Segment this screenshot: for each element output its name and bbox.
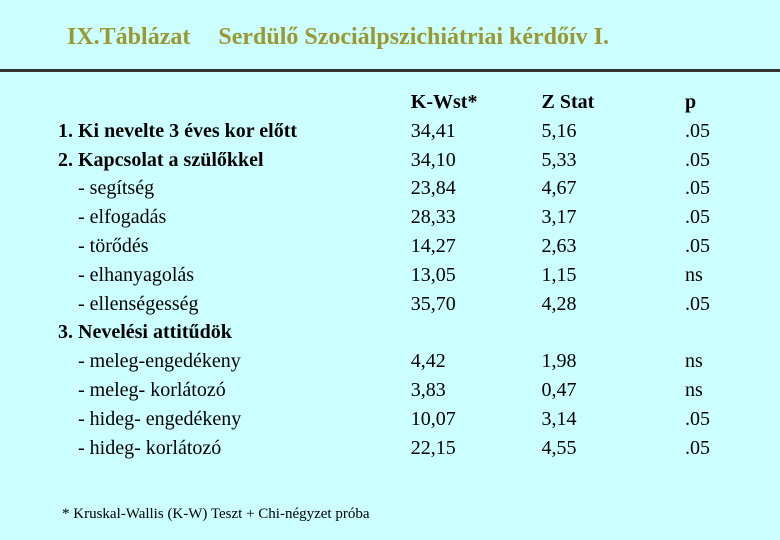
footnote: * Kruskal-Wallis (K-W) Teszt + Chi-négyzet próba	[62, 506, 370, 522]
row-p: .05	[685, 119, 710, 142]
row-p: ns	[685, 350, 703, 373]
row-kw: 22,15	[410, 436, 456, 459]
title-text: Serdülő Szociálpszichiátriai kérdőív I.	[218, 24, 610, 50]
row-z: 5,16	[541, 119, 577, 142]
row-kw: 3,83	[410, 378, 446, 401]
table-row	[58, 203, 780, 232]
row-z: 0,47	[541, 378, 577, 401]
row-label: - meleg- korlátozó	[78, 378, 226, 401]
row-p: .05	[685, 148, 710, 171]
row-p: ns	[685, 378, 703, 401]
row-kw: 4,42	[410, 350, 446, 373]
row-z: 4,55	[541, 436, 577, 459]
table-header-row	[58, 88, 780, 117]
row-kw: 14,27	[410, 234, 456, 257]
row-p	[685, 318, 780, 347]
row-kw	[411, 318, 537, 347]
table-row	[58, 117, 780, 146]
row-p: .05	[685, 292, 710, 315]
row-p: .05	[685, 234, 710, 257]
row-kw: 23,84	[410, 177, 456, 200]
page-title	[67, 24, 609, 51]
table-row	[58, 376, 780, 405]
table-row	[58, 146, 780, 175]
row-label: - segítség	[78, 177, 155, 200]
row-label: - hideg- engedékeny	[78, 407, 242, 430]
row-z: 5,33	[541, 148, 577, 171]
row-kw: 35,70	[410, 292, 456, 315]
table-row	[58, 261, 780, 290]
table-row	[58, 174, 780, 203]
row-z: 3,17	[541, 206, 577, 229]
row-label: - hideg- korlátozó	[78, 436, 222, 459]
row-z: 1,98	[541, 350, 577, 373]
results-table	[58, 88, 780, 462]
header-z: Z Stat	[541, 91, 595, 113]
row-label: - ellenségesség	[78, 292, 199, 315]
row-label: - elfogadás	[78, 206, 167, 229]
row-z: 4,28	[541, 292, 577, 315]
table-row	[58, 232, 780, 261]
row-kw: 10,07	[410, 407, 456, 430]
row-p: .05	[685, 206, 710, 229]
row-label: - meleg-engedékeny	[78, 350, 241, 373]
table-row	[58, 290, 780, 319]
row-z: 4,67	[541, 177, 577, 200]
row-z: 1,15	[541, 263, 577, 286]
row-p: ns	[685, 263, 703, 286]
header-label	[58, 88, 411, 117]
header-p: p	[685, 91, 697, 113]
row-label: 2. Kapcsolat a szülőkkel	[58, 148, 264, 171]
row-label: - elhanyagolás	[78, 263, 195, 286]
row-label: 1. Ki nevelte 3 éves kor előtt	[58, 119, 298, 142]
row-label: 3. Nevelési attitűdök	[58, 321, 232, 344]
table-row	[58, 405, 780, 434]
row-z	[537, 318, 685, 347]
title-divider	[0, 69, 780, 72]
row-kw: 28,33	[410, 206, 456, 229]
table-row	[58, 347, 780, 376]
table-row	[58, 318, 780, 347]
row-p: .05	[685, 436, 710, 459]
row-z: 3,14	[541, 407, 577, 430]
title-table-number: IX.Táblázat	[67, 24, 191, 50]
row-z: 2,63	[541, 234, 577, 257]
row-kw: 13,05	[410, 263, 456, 286]
row-label: - törődés	[78, 234, 149, 257]
row-kw: 34,10	[410, 148, 456, 171]
row-p: .05	[685, 177, 710, 200]
table-row	[58, 434, 780, 463]
row-p: .05	[685, 407, 710, 430]
row-kw: 34,41	[410, 119, 456, 142]
header-kw: K-Wst*	[410, 91, 478, 113]
